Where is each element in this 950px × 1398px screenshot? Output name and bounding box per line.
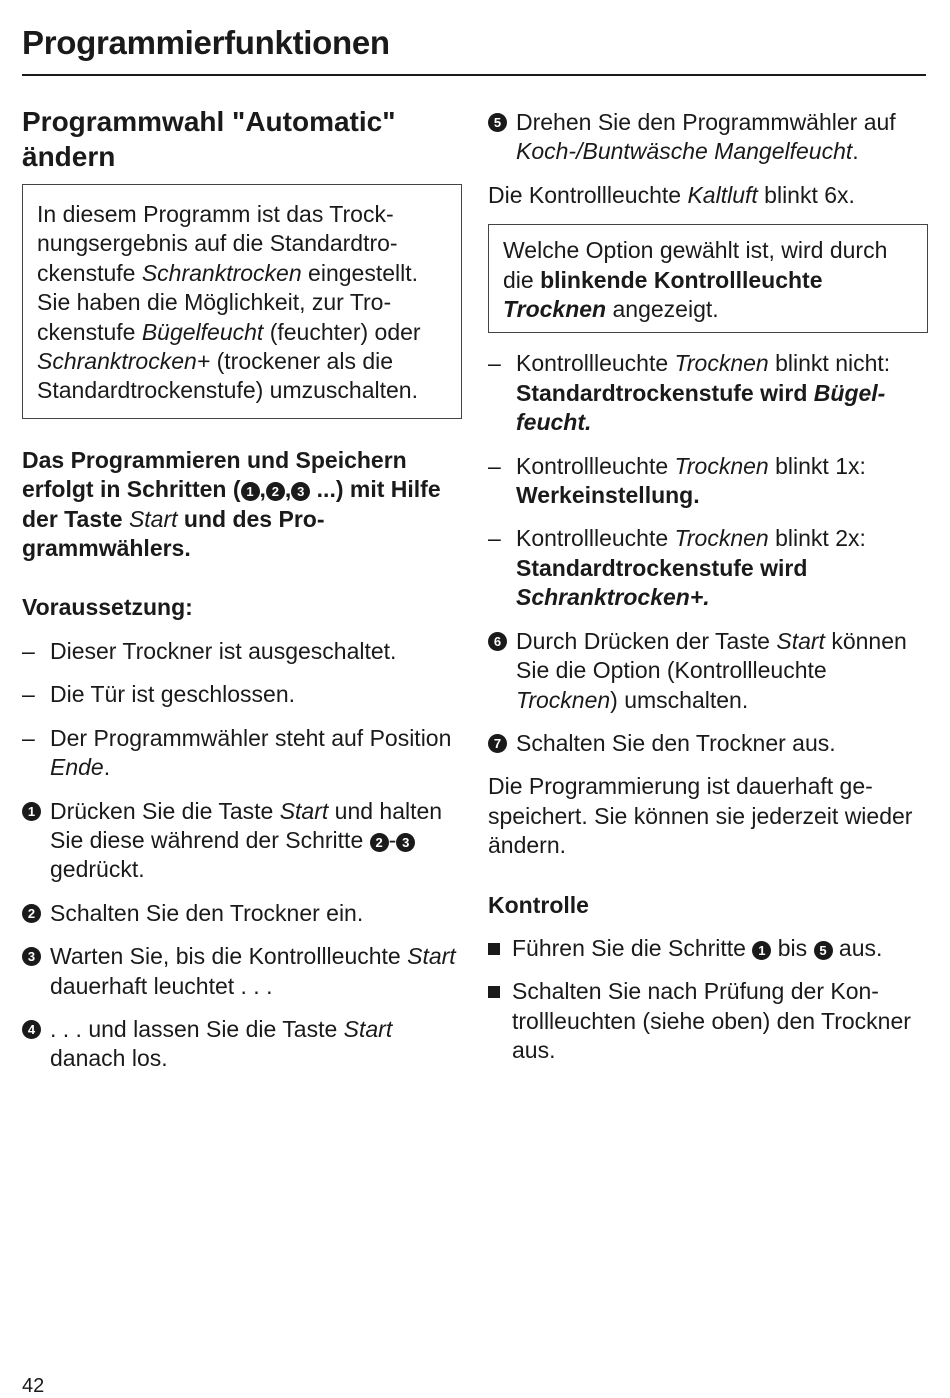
list-item: – Der Programmwähler steht auf Position Ende.	[22, 724, 452, 781]
step-item: 1 Drücken Sie die Taste Start und halten Sie diese während der Schritte 2 - 3 gedrückt.	[22, 797, 462, 885]
step-number-icon: 6	[488, 632, 507, 651]
list-item: – Kontrollleuchte Trocknen blinkt nicht: Standardtrockenstufe wird Bügelfeucht.	[488, 350, 891, 436]
dash-bullet: –	[22, 637, 35, 664]
dash-bullet: –	[488, 452, 501, 479]
step-item: 3 Warten Sie, bis die Kontrollleuchte Start dauerhaft leuchtet . . .	[22, 942, 462, 1001]
page-number: 42	[22, 1375, 45, 1397]
step-number-icon: 2	[266, 482, 285, 501]
step-number-icon: 3	[22, 947, 41, 966]
title-divider	[22, 74, 926, 76]
info-box-text: In diesem Programm ist das Trocknungsergebnis auf die Standardtrockenstufe Schranktrocken eingestellt. Sie haben die Möglichkeit, zur Trockenstufe Bügelfeucht (feuchter) oder Schranktrocken+ (trockener als die Standardtrockenstufe) umzuschalten.	[37, 201, 421, 404]
step-number-icon: 5	[814, 941, 833, 960]
step-item: 4 . . . und lassen Sie die Taste Start danach los.	[22, 1015, 462, 1074]
info-box	[22, 184, 462, 419]
prereq-heading: Voraussetzung:	[22, 594, 193, 621]
list-item: Schalten Sie nach Prüfung der Kontrollleuchten (siehe oben) den Trockner aus.	[488, 977, 928, 1065]
dash-bullet: –	[22, 724, 35, 751]
step-number-icon: 1	[22, 802, 41, 821]
step-item: 7 Schalten Sie den Trockner aus.	[488, 729, 928, 758]
dash-bullet: –	[488, 525, 501, 552]
kaltluft-note: Die Kontrollleuchte Kaltluft blinkt 6x.	[488, 181, 855, 208]
dash-bullet: –	[488, 350, 501, 377]
step-number-icon: 3	[291, 482, 310, 501]
step-number-icon: 2	[22, 904, 41, 923]
info-box	[488, 224, 928, 333]
step-number-icon: 3	[396, 833, 415, 852]
list-item: – Kontrollleuchte Trocknen blinkt 1x: Werkeinstellung.	[488, 452, 866, 509]
step-number-icon: 1	[752, 941, 771, 960]
step-number-icon: 1	[241, 482, 260, 501]
square-bullet-icon	[488, 986, 500, 998]
list-item: Führen Sie die Schritte 1 bis 5 aus.	[488, 934, 928, 963]
step-number-icon: 2	[370, 833, 389, 852]
list-item: – Kontrollleuchte Trocknen blinkt 2x: Standardtrockenstufe wird Schranktrocken+.	[488, 525, 866, 611]
page-title: Programmierfunktionen	[22, 24, 390, 61]
left-column	[22, 104, 462, 1074]
check-heading: Kontrolle	[488, 891, 589, 918]
step-number-icon: 4	[22, 1020, 41, 1039]
dash-bullet: –	[22, 681, 35, 708]
step-number-icon: 5	[488, 113, 507, 132]
right-column	[488, 108, 928, 1066]
step-item: 5 Drehen Sie den Programmwähler auf Koch-/Buntwäsche Mangelfeucht.	[488, 108, 928, 167]
info-box-text: Welche Option gewählt ist, wird durch die blinkende Kontrollleuchte Trocknen angezeigt.	[503, 237, 888, 323]
step-item: 2 Schalten Sie den Trockner ein.	[22, 899, 462, 928]
step-number-icon: 7	[488, 734, 507, 753]
list-item: – Dieser Trockner ist ausgeschaltet.	[22, 637, 462, 666]
list-item: – Die Tür ist geschlossen.	[22, 680, 462, 709]
section-heading: Programmwahl "Automatic" ändern	[22, 106, 396, 172]
square-bullet-icon	[488, 943, 500, 955]
step-item: 6 Durch Drücken der Taste Start können Sie die Option (Kontrollleuchte Trocknen) umschalten.	[488, 627, 928, 715]
saved-note: Die Programmierung ist dauerhaft gespeichert. Sie können sie jederzeit wieder ändern.	[488, 773, 913, 859]
intro-paragraph: Das Programmieren und Speichern erfolgt in Schritten ( 1 , 2 , 3 ...) mit Hilfe der Taste Start und des Programmwählers.	[22, 446, 441, 562]
